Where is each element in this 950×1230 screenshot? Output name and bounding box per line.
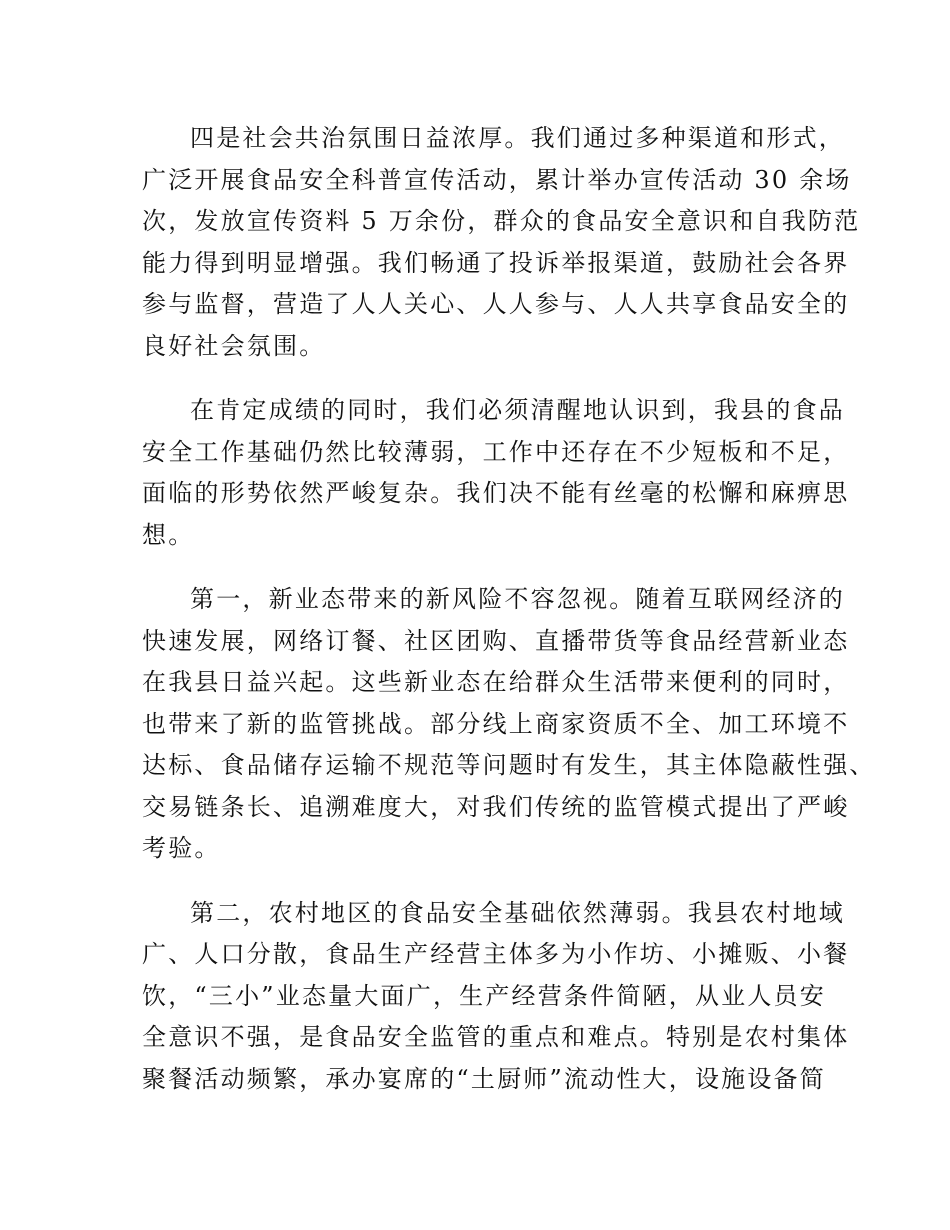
- text-line: 达标、食品储存运输不规范等问题时有发生，其主体隐蔽性强、: [142, 751, 876, 779]
- text-line: 在我县日益兴起。这些新业态在给群众生活带来便利的同时，: [142, 668, 850, 696]
- text-line: 快速发展，网络订餐、社区团购、直播带货等食品经营新业态: [142, 626, 850, 655]
- paragraph-new-business-risks: [142, 579, 876, 870]
- text-line: 安全工作基础仍然比较薄弱，工作中还存在不少短板和不足，: [142, 437, 850, 466]
- text-line: 也带来了新的监管挑战。部分线上商家资质不全、加工环境不: [142, 709, 850, 738]
- text-line: 参与监督，营造了人人关心、人人参与、人人共享食品安全的: [142, 290, 850, 318]
- text-line: 聚餐活动频繁，承办宴席的“土厨师”流动性大，设施设备简: [142, 1064, 826, 1093]
- paragraph-social-co-governance: [142, 118, 861, 367]
- text-line: 次，发放宣传资料 5 万余份，群众的食品安全意识和自我防范: [142, 207, 861, 235]
- text-line: 四是社会共治氛围日益浓厚。我们通过多种渠道和形式，: [190, 124, 845, 152]
- paragraph-rural-food-safety: [142, 893, 850, 1101]
- text-line: 饮，“三小”业态量大面广，生产经营条件简陋，从业人员安: [142, 981, 826, 1010]
- text-line: 想。: [142, 520, 195, 549]
- text-line: 在肯定成绩的同时，我们必须清醒地认识到，我县的食品: [190, 396, 845, 424]
- text-line: 能力得到明显增强。我们畅通了投诉举报渠道，鼓励社会各界: [142, 248, 850, 277]
- text-line: 第一，新业态带来的新风险不容忽视。随着互联网经济的: [190, 585, 845, 613]
- text-line: 良好社会氛围。: [142, 331, 326, 360]
- text-line: 广、人口分散，食品生产经营主体多为小作坊、小摊贩、小餐: [142, 940, 850, 968]
- text-line: 面临的形势依然严峻复杂。我们决不能有丝毫的松懈和麻痹思: [142, 479, 850, 507]
- text-line: 广泛开展食品安全科普宣传活动，累计举办宣传活动 30 余场: [142, 165, 852, 194]
- document-body: [142, 118, 876, 1123]
- text-line: 全意识不强，是食品安全监管的重点和难点。特别是农村集体: [142, 1023, 850, 1051]
- text-line: 交易链条长、追溯难度大，对我们传统的监管模式提出了严峻: [142, 792, 850, 821]
- text-line: 考验。: [142, 834, 221, 862]
- text-line: 第二，农村地区的食品安全基础依然薄弱。我县农村地域: [190, 898, 845, 927]
- paragraph-achievements-and-shortcomings: [142, 390, 850, 556]
